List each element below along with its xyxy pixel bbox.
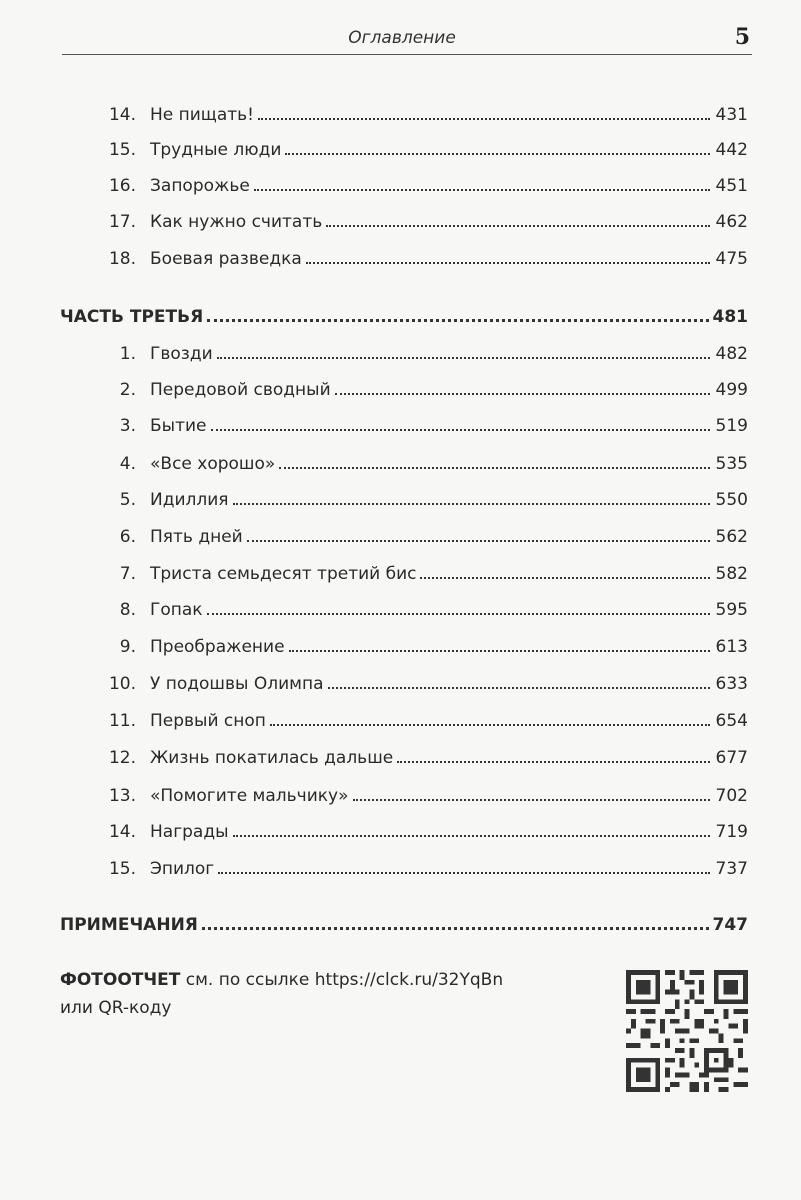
leader-dots — [207, 612, 710, 615]
toc-entry[interactable]: 15. Эпилог 737 — [108, 859, 748, 879]
toc-entry-title: Гопак — [150, 600, 203, 620]
qr-code-icon — [626, 970, 748, 1092]
toc-entry-title: Награды — [150, 822, 229, 842]
toc-entry-page: 737 — [715, 859, 748, 879]
toc-entry-page: 442 — [715, 140, 748, 160]
leader-dots — [247, 539, 710, 542]
toc-entry-page: 482 — [715, 344, 748, 364]
leader-dots — [233, 834, 710, 837]
toc-entry-title: Эпилог — [150, 859, 215, 879]
toc-entry[interactable]: 5. Идиллия 550 — [119, 490, 748, 510]
toc-entry[interactable]: 16. Запорожье 451 — [108, 176, 748, 196]
toc-entry-title: Как нужно считать — [150, 212, 323, 232]
notes-title: ПРИМЕЧАНИЯ — [60, 915, 198, 935]
leader-dots — [258, 117, 710, 120]
leader-dots — [285, 152, 710, 155]
toc-entry-page: 702 — [715, 786, 748, 806]
leader-dots — [279, 466, 710, 469]
toc-entry[interactable]: 2. Передовой сводный 499 — [119, 380, 748, 400]
toc-entry[interactable]: 4. «Все хорошо» 535 — [119, 454, 748, 474]
toc-entry-page: 462 — [715, 212, 748, 232]
toc-entry-page: 633 — [715, 674, 748, 694]
toc-entry-title: Пять дней — [150, 527, 243, 547]
leader-dots — [233, 502, 710, 505]
toc-entry[interactable]: 15. Трудные люди 442 — [108, 140, 748, 160]
leader-dots — [218, 871, 710, 874]
toc-entry-title: Жизнь покатилась дальше — [150, 748, 394, 768]
toc-entry[interactable]: 8. Гопак 595 — [119, 600, 748, 620]
part-title: ЧАСТЬ ТРЕТЬЯ — [60, 307, 204, 327]
leader-dots — [202, 926, 709, 930]
toc-part-heading[interactable] — [60, 305, 748, 329]
toc-entry[interactable]: 3. Бытие 519 — [119, 416, 748, 436]
toc-entry-title: Не пищать! — [150, 105, 254, 125]
leader-dots — [217, 356, 710, 359]
toc-entry-title: «Все хорошо» — [150, 454, 276, 474]
toc-entry-page: 562 — [715, 527, 748, 547]
leader-dots — [211, 428, 711, 431]
toc-entry-page: 550 — [715, 490, 748, 510]
photo-report-line2: или QR-коду — [60, 998, 172, 1018]
photo-report — [60, 966, 580, 1022]
toc-entry[interactable]: 9. Преображение 613 — [119, 637, 748, 657]
toc-entry-title: Боевая разведка — [150, 249, 302, 269]
toc-entry[interactable]: 11. Первый сноп 654 — [108, 711, 748, 731]
leader-dots — [289, 649, 710, 652]
toc-entry-page: 475 — [715, 249, 748, 269]
leader-dots — [397, 760, 710, 763]
toc-entry-page: 499 — [715, 380, 748, 400]
toc-entry-title: Трудные люди — [150, 140, 282, 160]
toc-entry[interactable]: 6. Пять дней 562 — [119, 527, 748, 547]
toc-entry[interactable]: 13. «Помогите мальчику» 702 — [108, 786, 748, 806]
photo-report-label: ФОТООТЧЕТ — [60, 970, 181, 990]
toc-entry[interactable]: 18. Боевая разведка 475 — [108, 249, 748, 269]
leader-dots — [207, 318, 708, 322]
photo-report-link-text[interactable]: см. по ссылке https://clck.ru/32YqBn — [180, 970, 504, 990]
leader-dots — [420, 576, 710, 579]
toc-entry-page: 535 — [715, 454, 748, 474]
toc-entry-title: Триста семьдесят третий бис — [150, 564, 417, 584]
toc-entry-title: Бытие — [150, 416, 207, 436]
toc-entry[interactable]: 1. Гвозди 482 — [119, 344, 748, 364]
toc-entry-title: Идиллия — [150, 490, 229, 510]
leader-dots — [326, 224, 710, 227]
toc-entry-page: 719 — [715, 822, 748, 842]
toc-entry-page: 595 — [715, 600, 748, 620]
toc-entry[interactable]: 12. Жизнь покатилась дальше 677 — [108, 748, 748, 768]
page-number: 5 — [734, 24, 750, 50]
toc-entry-title: Передовой сводный — [150, 380, 331, 400]
toc-entry-page: 431 — [715, 105, 748, 125]
leader-dots — [270, 723, 710, 726]
running-header — [62, 26, 752, 55]
leader-dots — [353, 798, 710, 801]
toc-entry-page: 582 — [715, 564, 748, 584]
toc-entry[interactable]: 14. Награды 719 — [108, 822, 748, 842]
toc-entry[interactable]: 17. Как нужно считать 462 — [108, 212, 748, 232]
toc-entry-title: Запорожье — [150, 176, 250, 196]
notes-page: 747 — [712, 915, 748, 935]
toc-entry-page: 519 — [715, 416, 748, 436]
header-title: Оглавление — [348, 28, 456, 48]
toc-entry-page: 613 — [715, 637, 748, 657]
toc-entry-page: 451 — [715, 176, 748, 196]
toc-entry-title: Преображение — [150, 637, 285, 657]
leader-dots — [335, 392, 710, 395]
part-page: 481 — [712, 307, 748, 327]
toc-entry-title: «Помогите мальчику» — [150, 786, 349, 806]
leader-dots — [306, 261, 710, 264]
leader-dots — [254, 188, 710, 191]
toc-entry-title: У подошвы Олимпа — [150, 674, 324, 694]
toc-entry-page: 654 — [715, 711, 748, 731]
toc-entry-title: Первый сноп — [150, 711, 266, 731]
toc-entry[interactable]: 10. У подошвы Олимпа 633 — [108, 674, 748, 694]
leader-dots — [328, 686, 711, 689]
toc-entry[interactable]: 7. Триста семьдесят третий бис 582 — [119, 564, 748, 584]
toc-entry-title: Гвозди — [150, 344, 213, 364]
toc-entry-page: 677 — [715, 748, 748, 768]
toc-entry[interactable]: 14. Не пищать! 431 — [108, 105, 748, 125]
toc-notes-heading[interactable] — [60, 913, 748, 937]
